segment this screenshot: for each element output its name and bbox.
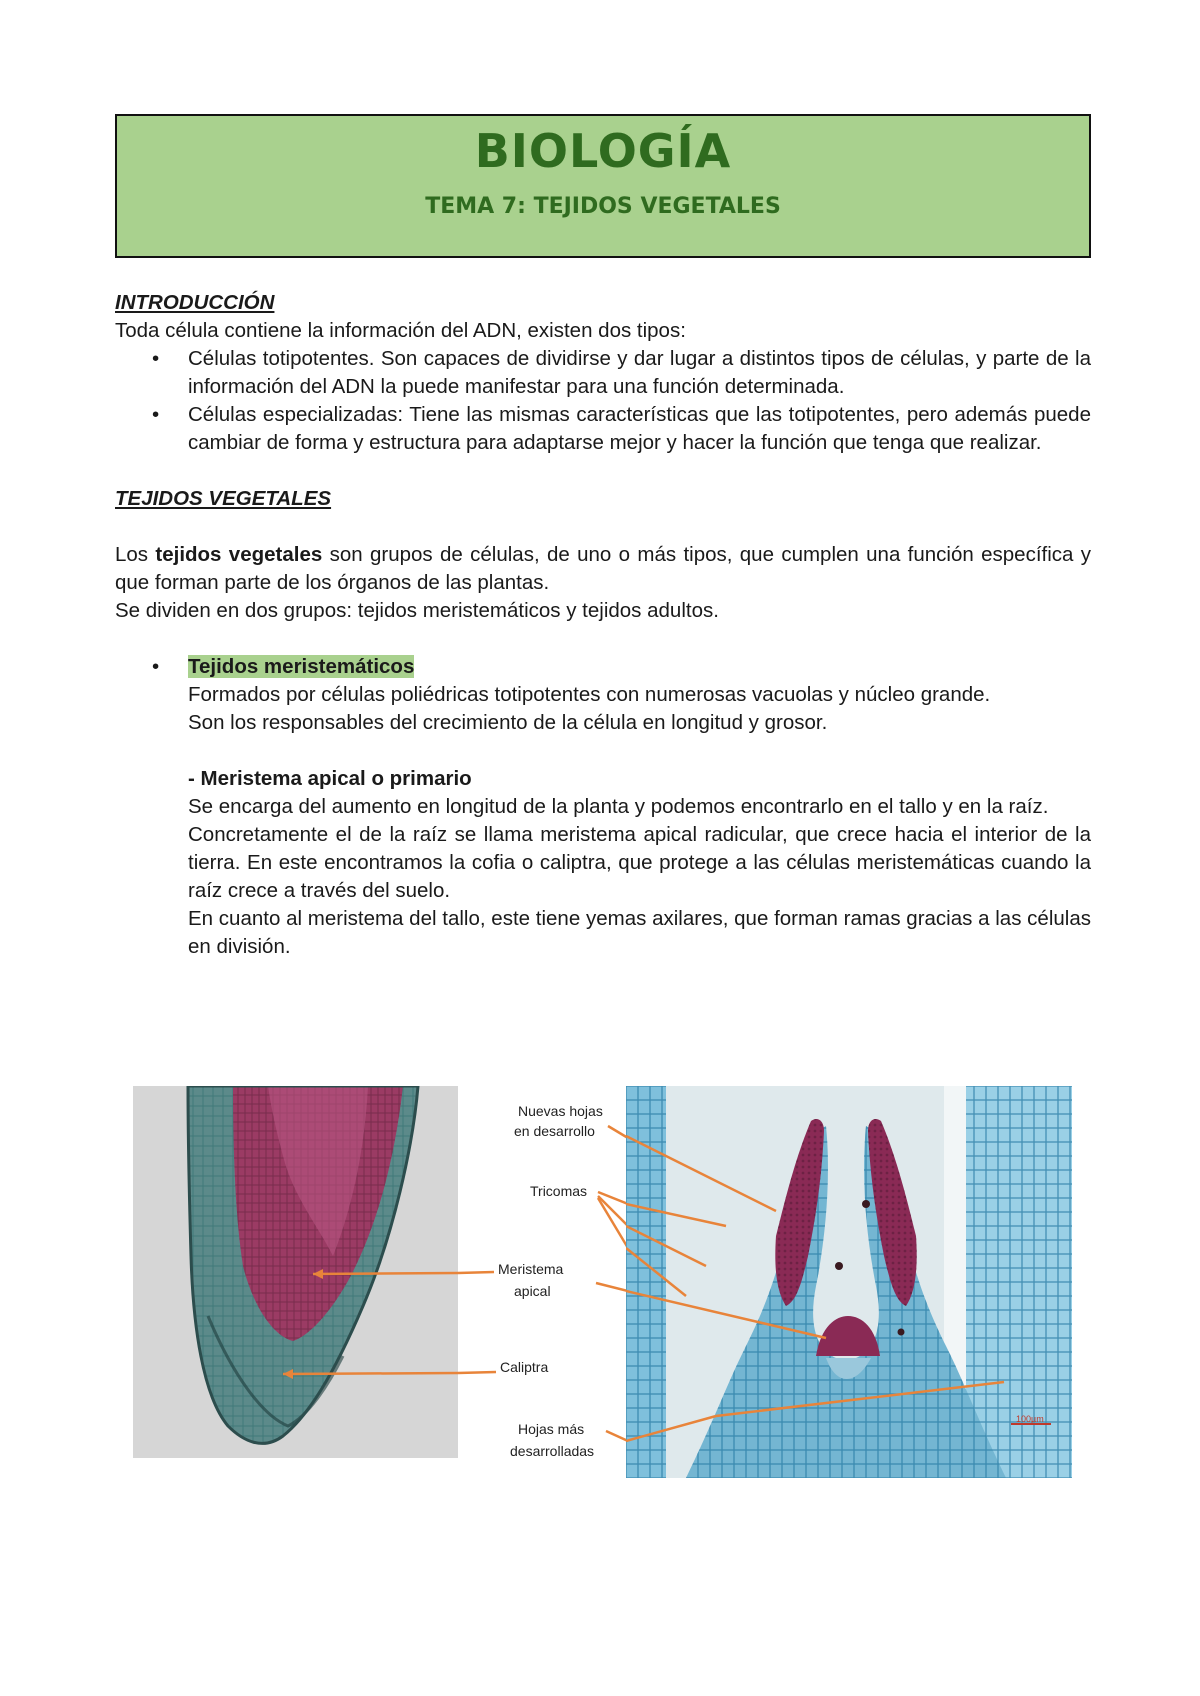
bold-term: tejidos vegetales <box>155 543 323 566</box>
meristem-list <box>115 653 1091 681</box>
label-hojas-2: desarrolladas <box>510 1443 595 1459</box>
document-body <box>115 289 1091 961</box>
title-banner <box>115 114 1091 258</box>
meristem-p2: Son los responsables del crecimiento de la célula en longitud y grosor. <box>188 711 828 734</box>
list-item: • Células especializadas: Tiene las mismas características que las totipotentes, pero además puede cambiar de forma y estructura para adaptarse mejor y hacer la función que tenga que realizar. <box>115 401 1091 457</box>
tejidos-groups: Se dividen en dos grupos: tejidos meristemáticos y tejidos adultos. <box>115 599 719 622</box>
intro-heading: INTRODUCCIÓN <box>115 291 275 314</box>
label-meristema-2: apical <box>514 1283 551 1299</box>
list-item: • Células totipotentes. Son capaces de dividirse y dar lugar a distintos tipos de células, y parte de la información del ADN la puede manifestar para una función determinada. <box>115 345 1091 401</box>
scale-bar-label: 100µm <box>1016 1414 1044 1424</box>
label-meristema-1: Meristema <box>498 1261 564 1277</box>
apical-p1: Se encarga del aumento en longitud de la planta y podemos encontrarlo en el tallo y en la raíz. <box>188 795 1049 818</box>
root-arrows <box>133 1086 458 1458</box>
tejidos-heading: TEJIDOS VEGETALES <box>115 487 332 510</box>
arrow-line <box>458 1372 496 1373</box>
meristem-heading: Tejidos meristemáticos <box>188 655 415 678</box>
tejidos-paragraph <box>115 541 1091 597</box>
intro-lead: Toda célula contiene la información del ADN, existen dos tipos: <box>115 319 686 342</box>
shoot-apex-micrograph <box>626 1086 1072 1478</box>
page-subtitle: TEMA 7: TEJIDOS VEGETALES <box>425 194 781 219</box>
page-title: BIOLOGÍA <box>474 124 732 178</box>
label-hojas-1: Hojas más <box>518 1421 585 1437</box>
label-tricomas: Tricomas <box>530 1183 588 1199</box>
apical-p2: Concretamente el de la raíz se llama meristema apical radicular, que crece hacia el interior de la tierra. En este encontramos la cofia o caliptra, que protege a las células meristemáticas cuando la raíz crece a través del suelo. <box>188 823 1091 902</box>
text-span: son grupos de células, de uno o más tipos, que cumplen una función específica y que forman parte de los órganos de las plantas. <box>115 543 1092 594</box>
label-nuevas-1: Nuevas hojas <box>518 1103 603 1119</box>
list-item <box>115 653 1091 681</box>
apical-p3: En cuanto al meristema del tallo, este tiene yemas axilares, que forman ramas gracias a las células en división. <box>188 907 1091 958</box>
label-nuevas-2: en desarrollo <box>514 1123 595 1139</box>
meristem-p1: Formados por células poliédricas totipotentes con numerosas vacuolas y núcleo grande. <box>188 683 991 706</box>
text-span: Los <box>115 543 156 566</box>
label-caliptra: Caliptra <box>500 1359 549 1375</box>
apical-heading: - Meristema apical o primario <box>188 767 472 790</box>
arrow-line <box>458 1272 494 1273</box>
figure-labels <box>458 1086 628 1466</box>
intro-list <box>115 345 1091 457</box>
